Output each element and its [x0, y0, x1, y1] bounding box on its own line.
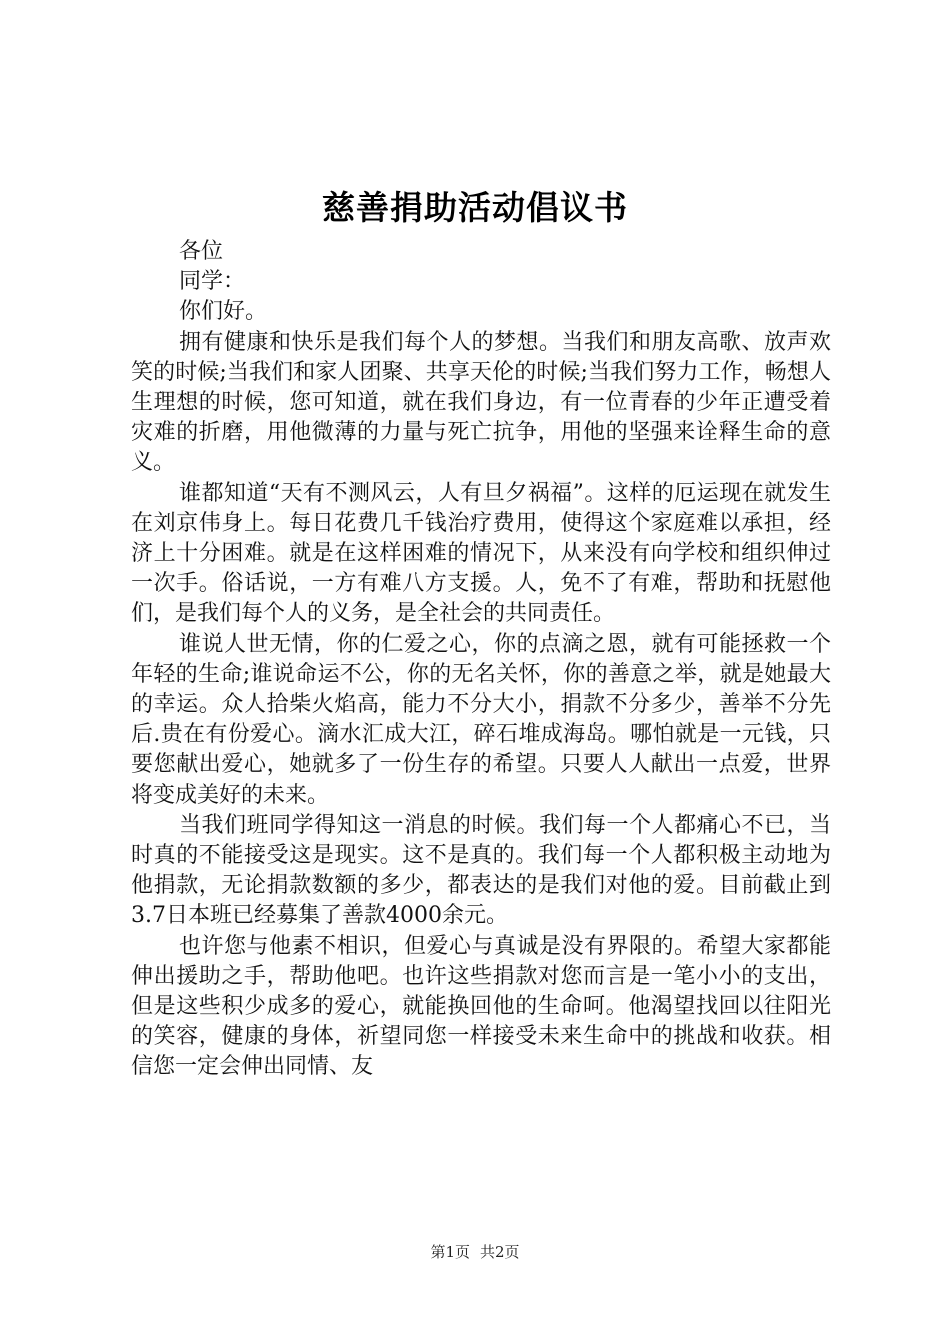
document-title: 慈善捐助活动倡议书: [322, 188, 628, 227]
paragraph: 当我们班同学得知这一消息的时候。我们每一个人都痛心不已，当时真的不能接受这是现实。这不是真的。我们每一个人都积极主动地为他捐款，无论捐款数额的多少，都表达的是我们对他的爱。目前截止到3.7日本班已经募集了善款4000余元。: [131, 812, 831, 929]
page-total: 共2页: [480, 1243, 520, 1261]
paragraph: 谁说人世无情，你的仁爱之心，你的点滴之恩，就有可能拯救一个年轻的生命;谁说命运不公，你的无名关怀，你的善意之举，就是她最大的幸运。众人拾柴火焰高，能力不分大小，捐款不分多少，善举不分先后.贵在有份爱心。滴水汇成大江，碎石堆成海岛。哪怕就是一元钱，只要您献出爱心，她就多了一份生存的希望。只要人人献出一点爱，世界将变成美好的未来。: [131, 631, 831, 808]
paragraph: 拥有健康和快乐是我们每个人的梦想。当我们和朋友高歌、放声欢笑的时候;当我们和家人团聚、共享天伦的时候;当我们努力工作，畅想人生理想的时候，您可知道，就在我们身边，有一位青春的少年正遭受着灾难的折磨，用他微薄的力量与死亡抗争，用他的坚强来诠释生命的意义。: [131, 329, 831, 476]
greeting-line: 你们好。: [179, 299, 268, 325]
paragraph: 谁都知道“天有不测风云，人有旦夕祸福”。这样的厄运现在就发生在刘京伟身上。每日花费几千钱治疗费用，使得这个家庭难以承担，经济上十分困难。就是在这样困难的情况下，从来没有向学校和组织伸过一次手。俗话说，一方有难八方支援。人，免不了有难，帮助和抚慰他们，是我们每个人的义务，是全社会的共同责任。: [131, 480, 831, 627]
document-body: [131, 237, 831, 1083]
salutation-line-1: 各位: [179, 239, 224, 264]
page-number: 第1页: [430, 1243, 470, 1261]
page-footer: [0, 1242, 950, 1262]
salutation-line-2: 同学：: [179, 269, 246, 295]
paragraph: 也许您与他素不相识，但爱心与真诚是没有界限的。希望大家都能伸出援助之手，帮助他吧。也许这些捐款对您而言是一笔小小的支出，但是这些积少成多的爱心，就能换回他的生命呵。他渴望找回以往阳光的笑容，健康的身体，祈望同您一样接受未来生命中的挑战和收获。相信您一定会伸出同情、友: [131, 933, 831, 1080]
